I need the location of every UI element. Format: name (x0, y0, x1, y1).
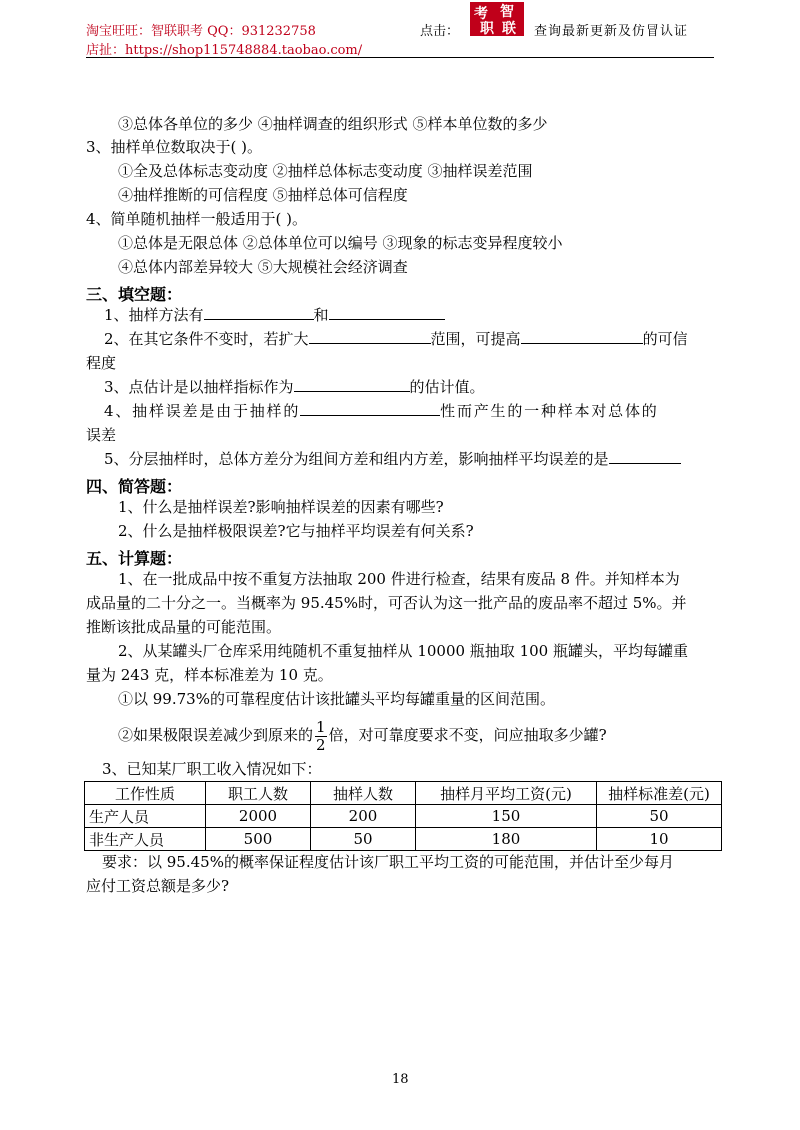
fill-q4-text-a: 4、抽样误差是由于抽样的 (104, 402, 301, 420)
zhilian-logo[interactable] (470, 2, 524, 36)
short-question-2: 2、什么是抽样极限误差?它与抽样平均误差有何关系? (118, 522, 474, 540)
store-url-link[interactable]: 店扯：https://shop115748884.taobao.com/ (86, 43, 363, 58)
fill-q3-text-a: 3、点估计是以抽样指标作为 (104, 378, 294, 396)
answer-blank[interactable] (609, 449, 681, 464)
question-3: 3、抽样单位数取决于( )。 (86, 138, 263, 156)
fraction-one-half (315, 719, 327, 754)
logo-char: 职 (480, 21, 494, 37)
table-row (85, 805, 722, 828)
fill-q5-text: 5、分层抽样时，总体方差分为组间方差和组内方差，影响抽样平均误差的是 (104, 450, 609, 468)
table-cell: 2000 (206, 805, 311, 828)
q4-options-line2: ④总体内部差异较大 ⑤大规模社会经济调查 (118, 258, 408, 276)
calc-q1-line2: 成品量的二十分之一。当概率为 95.45%时，可否认为这一批产品的废品率不超过 5%。并 (86, 594, 687, 612)
fill-question-1 (104, 305, 445, 325)
fill-q4-text-b: 性而产生的一种样本对总体的 (440, 402, 659, 420)
table-cell: 10 (597, 828, 722, 851)
fraction-numerator: 1 (316, 717, 326, 736)
fill-q4-continuation: 误差 (86, 426, 117, 444)
check-update-link[interactable]: 查询最新更新及仿冒认证 (534, 24, 689, 39)
fill-question-2 (104, 329, 688, 349)
table-cell: 150 (416, 805, 597, 828)
fill-q1-text-a: 1、抽样方法有 (104, 306, 204, 324)
fill-question-4 (104, 401, 659, 421)
table-cell: 50 (311, 828, 416, 851)
fill-question-5 (104, 449, 681, 469)
fill-q1-text-b: 和 (313, 306, 329, 324)
fill-q2-text-a: 2、在其它条件不变时，若扩大 (104, 330, 309, 348)
answer-blank[interactable] (300, 401, 440, 416)
table-header-cell: 抽样标准差(元) (597, 782, 722, 805)
employee-income-table (84, 781, 722, 851)
answer-blank[interactable] (204, 305, 314, 320)
calc-q1-line3: 推断该批成品量的可能范围。 (86, 618, 282, 636)
shop-contact-line: 淘宝旺旺：智联职考 QQ：931232758 (86, 24, 316, 39)
question-4: 4、简单随机抽样一般适用于( )。 (86, 210, 308, 228)
table-cell: 180 (416, 828, 597, 851)
table-row (85, 828, 722, 851)
logo-char: 考 (474, 6, 488, 22)
section-fill-in-heading: 三、填空题： (86, 285, 183, 304)
click-label: 点击： (420, 24, 460, 39)
q4-options-line1: ①总体是无限总体 ②总体单位可以编号 ③现象的标志变异程度较小 (118, 234, 563, 252)
table-header-cell: 职工人数 (206, 782, 311, 805)
answer-blank[interactable] (521, 329, 643, 344)
short-question-1: 1、什么是抽样误差?影响抽样误差的因素有哪些? (118, 498, 444, 516)
fraction-denominator: 2 (316, 735, 326, 754)
answer-blank[interactable] (294, 377, 410, 392)
fill-q2-text-c: 的可信 (642, 330, 688, 348)
table-cell: 500 (206, 828, 311, 851)
q3-options-line1: ①全及总体标志变动度 ②抽样总体标志变动度 ③抽样误差范围 (118, 162, 533, 180)
fill-q2-text-b: 范围，可提高 (430, 330, 521, 348)
table-cell: 50 (597, 805, 722, 828)
page-number: 18 (392, 1072, 409, 1087)
requirement-line1: 要求：以 95.45%的概率保证程度估计该厂职工平均工资的可能范围，并估计至少每月 (102, 853, 674, 871)
section-calculation-heading: 五、计算题： (86, 549, 183, 568)
answer-blank[interactable] (329, 305, 445, 320)
table-header-row (85, 782, 722, 805)
table-header-cell: 工作性质 (85, 782, 206, 805)
fill-q3-text-b: 的估计值。 (409, 378, 485, 396)
answer-blank[interactable] (309, 329, 431, 344)
calc-q1-line1: 1、在一批成品中按不重复方法抽取 200 件进行检查，结果有废品 8 件。并知样本为 (118, 570, 680, 588)
table-header-cell: 抽样人数 (311, 782, 416, 805)
table-cell: 非生产人员 (85, 828, 206, 851)
table-cell: 生产人员 (85, 805, 206, 828)
q2-options-line: ③总体各单位的多少 ④抽样调查的组织形式 ⑤样本单位数的多少 (118, 115, 548, 133)
fill-question-3 (104, 377, 485, 397)
header-divider (86, 57, 714, 58)
section-short-answer-heading: 四、简答题： (86, 477, 183, 496)
fill-q2-continuation: 程度 (86, 354, 117, 372)
calc-q2-sub2-text-b: 倍，对可靠度要求不变，问应抽取多少罐? (328, 726, 607, 744)
calc-q2-line1: 2、从某罐头厂仓库采用纯随机不重复抽样从 10000 瓶抽取 100 瓶罐头，平均每罐重 (118, 642, 688, 660)
calc-q2-subquestion-1: ①以 99.73%的可靠程度估计该批罐头平均每罐重量的区间范围。 (118, 690, 555, 708)
logo-char: 智 (500, 4, 514, 20)
calc-q2-line2: 量为 243 克，样本标准差为 10 克。 (86, 666, 333, 684)
logo-char: 联 (502, 21, 516, 37)
table-cell: 200 (311, 805, 416, 828)
table-header-cell: 抽样月平均工资(元) (416, 782, 597, 805)
q3-options-line2: ④抽样推断的可信程度 ⑤抽样总体可信程度 (118, 186, 408, 204)
calc-q2-subquestion-2 (118, 715, 607, 755)
calc-q2-sub2-text-a: ②如果极限误差减少到原来的 (118, 726, 314, 744)
requirement-line2: 应付工资总额是多少? (86, 877, 230, 895)
calc-question-3: 3、已知某厂职工收入情况如下： (102, 760, 322, 778)
